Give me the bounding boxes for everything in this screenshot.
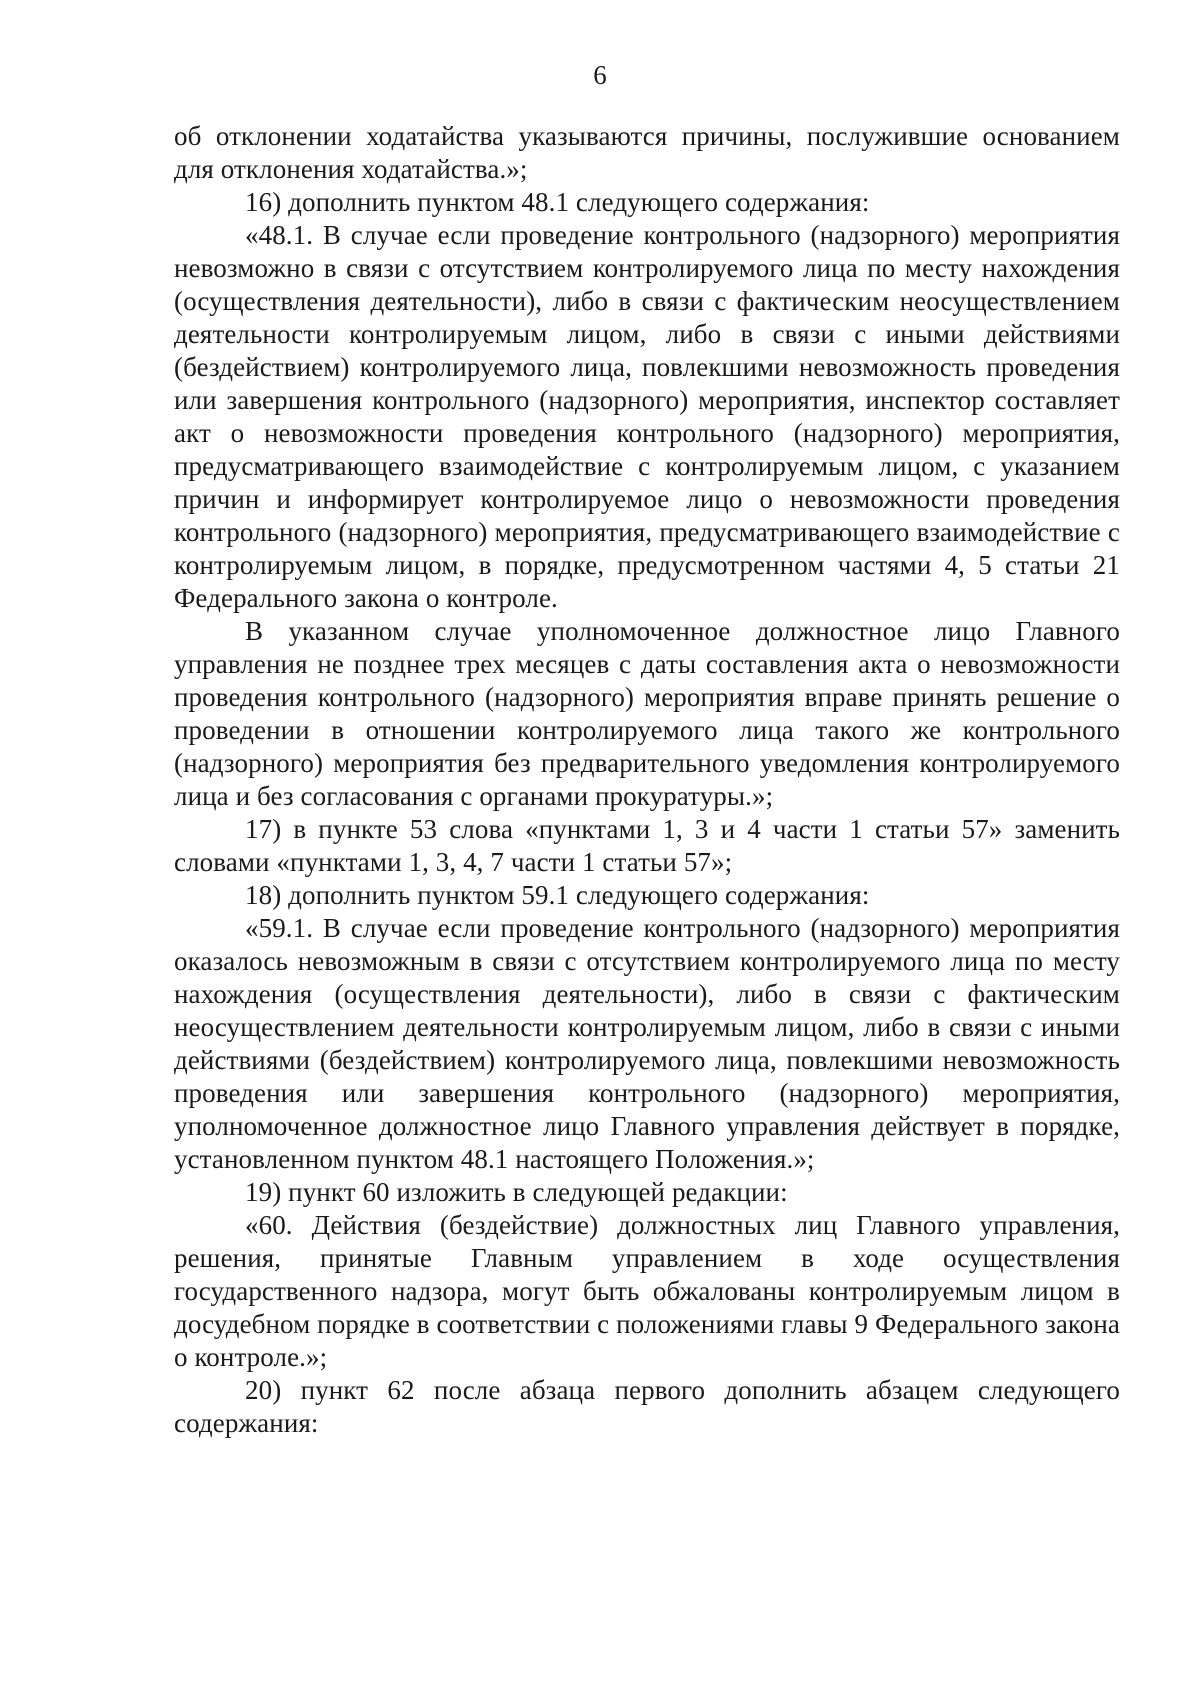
page-number: 6 xyxy=(593,60,607,90)
paragraph-clause-48-1: «48.1. В случае если проведение контрольного (надзорного) мероприятия невозможно в связи с отсутствием контролируемого лица по месту нахождения (осуществления деятельности), либо в связи с фактическим неосуществлением деятельности контролируемым лицом, либо в связи с иными действиями (бездействием) контролируемого лица, повлекшими невозможность проведения или завершения контрольного (надзорного) мероприятия, инспектор составляет акт о невозможности проведения контрольного (надзорного) мероприятия, предусматривающего взаимодействие с контролируемым лицом, с указанием причин и информирует контролируемое лицо о невозможности проведения контрольного (надзорного) мероприятия, предусматривающего взаимодействие с контролируемым лицом, в порядке, предусмотренном частями 4, 5 статьи 21 Федерального закона о контроле. xyxy=(174,220,1120,613)
paragraph-clause-48-1-continued: В указанном случае уполномоченное должностное лицо Главного управления не позднее трех месяцев с даты составления акта о невозможности проведения контрольного (надзорного) мероприятия вправе принять решение о проведении в отношении контролируемого лица такого же контрольного (надзорного) мероприятия без предварительного уведомления контролируемого лица и без согласования с органами прокуратуры.»; xyxy=(174,616,1120,811)
paragraph-item-20: 20) пункт 62 после абзаца первого дополнить абзацем следующего содержания: xyxy=(174,1375,1120,1438)
document-body xyxy=(174,120,1120,1440)
paragraph-clause-60: «60. Действия (бездействие) должностных лиц Главного управления, решения, принятые Главным управлением в ходе осуществления государственного надзора, могут быть обжалованы контролируемым лицом в досудебном порядке в соответствии с положениями главы 9 Федерального закона о контроле.»; xyxy=(174,1210,1120,1372)
paragraph-item-18: 18) дополнить пунктом 59.1 следующего содержания: xyxy=(245,880,870,910)
paragraph-item-19: 19) пункт 60 изложить в следующей редакции: xyxy=(245,1177,788,1207)
paragraph-item-16: 16) дополнить пунктом 48.1 следующего содержания: xyxy=(245,187,870,217)
paragraph-clause-59-1: «59.1. В случае если проведение контрольного (надзорного) мероприятия оказалось невозможным в связи с отсутствием контролируемого лица по месту нахождения (осуществления деятельности), либо в связи с фактическим неосуществлением деятельности контролируемым лицом, либо в связи с иными действиями (бездействием) контролируемого лица, повлекшими невозможность проведения или завершения контрольного (надзорного) мероприятия, уполномоченное должностное лицо Главного управления действует в порядке, установленном пунктом 48.1 настоящего Положения.»; xyxy=(174,913,1120,1174)
paragraph-item-17: 17) в пункте 53 слова «пунктами 1, 3 и 4 части 1 статьи 57» заменить словами «пунктами 1, 3, 4, 7 части 1 статьи 57»; xyxy=(174,814,1120,877)
paragraph-continuation: об отклонении ходатайства указываются причины, послужившие основанием для отклонения ходатайства.»; xyxy=(174,121,1120,184)
